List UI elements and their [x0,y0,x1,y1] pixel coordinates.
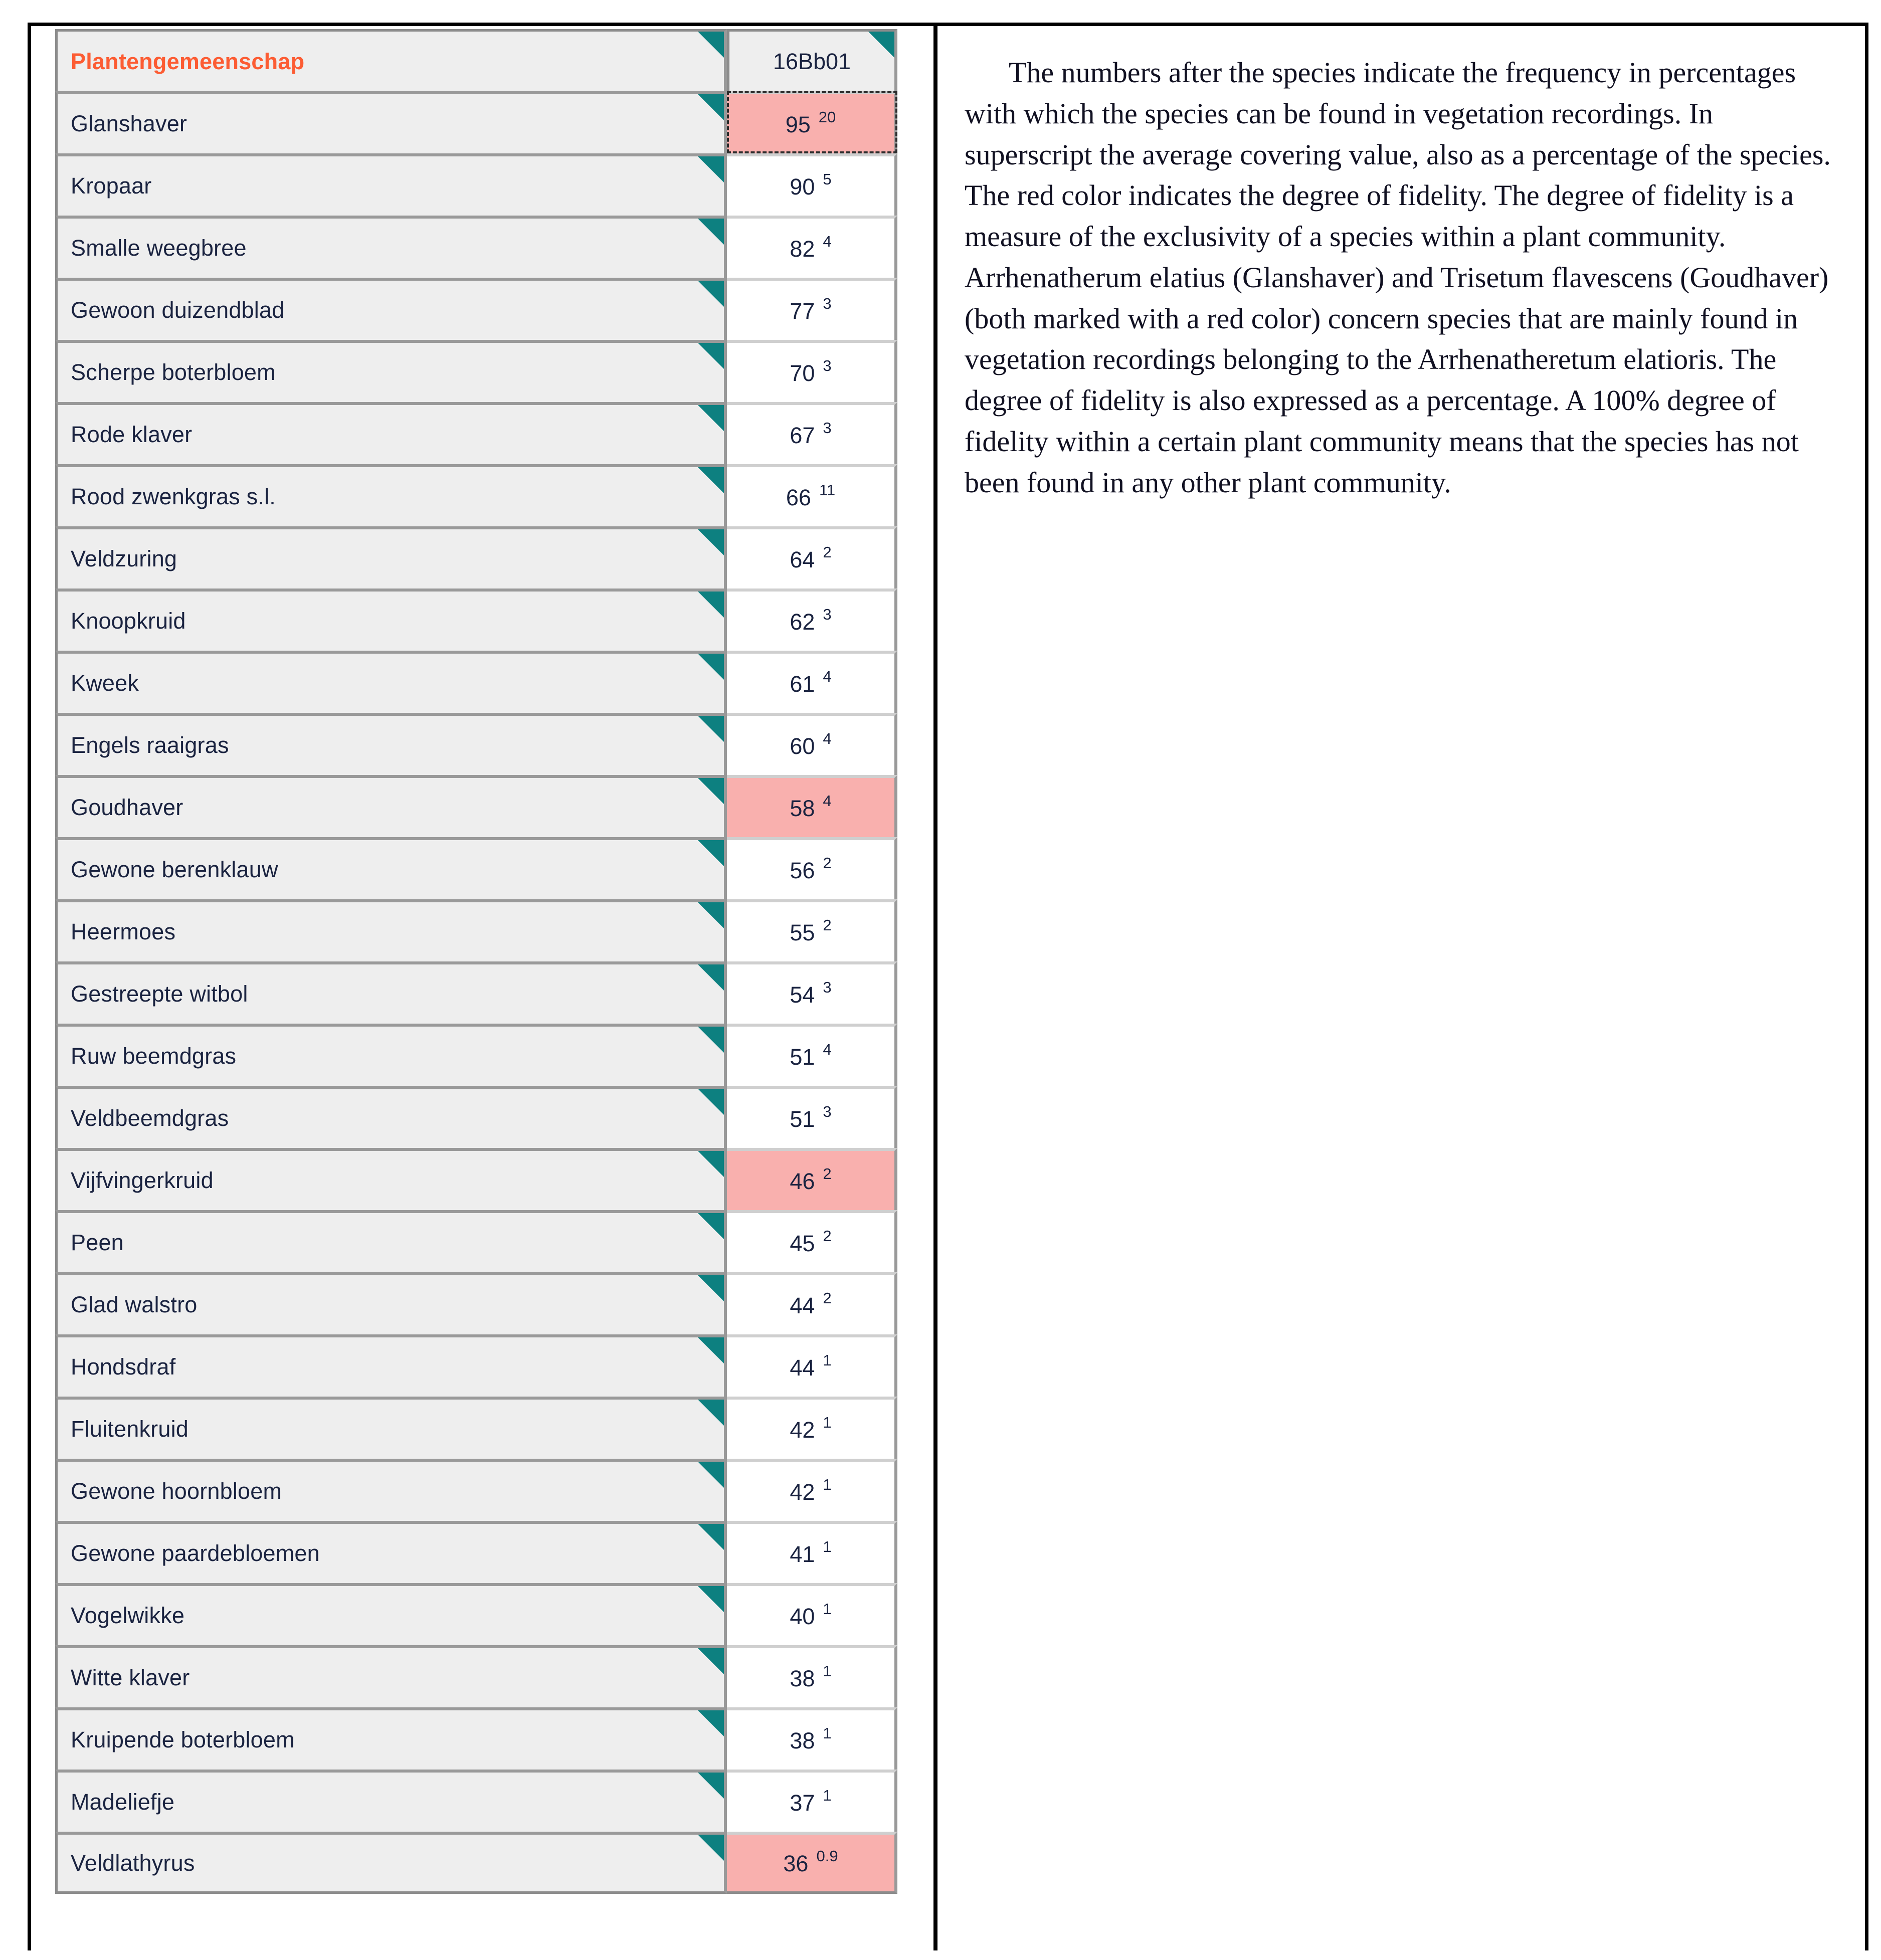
cover-value-superscript: 1 [823,1662,832,1680]
frequency-value: 56 [790,857,815,883]
table-row[interactable] [55,775,897,837]
cover-value-superscript: 3 [823,419,832,437]
frequency-cell[interactable] [727,1397,897,1459]
frequency-value: 60 [790,733,815,759]
corner-marker-icon [698,405,724,431]
cover-value-superscript: 1 [823,1351,832,1369]
frequency-value-group [790,856,831,884]
table-row[interactable] [55,464,897,526]
cover-value-superscript: 4 [823,667,832,685]
table-row[interactable] [55,1024,897,1086]
frequency-value: 95 [785,111,811,137]
species-name-cell[interactable]: Gewone berenklauw [55,837,727,899]
frequency-cell[interactable] [727,1583,897,1645]
table-row[interactable] [55,651,897,713]
corner-marker-icon [698,1337,724,1363]
panel-divider [933,26,937,1950]
frequency-value-group [786,110,836,138]
corner-marker-icon [698,94,724,120]
species-name-cell[interactable]: Ruw beemdgras [55,1024,727,1086]
frequency-value: 44 [790,1354,815,1381]
table-row[interactable] [55,153,897,216]
cover-value-superscript: 1 [823,1475,832,1493]
frequency-value-group [790,1475,832,1505]
frequency-cell[interactable] [727,1210,897,1272]
species-name-cell[interactable]: Witte klaver [55,1645,727,1707]
cover-value-superscript: 4 [823,729,832,747]
frequency-value-group [790,545,831,573]
cover-value-superscript: 0.9 [816,1847,838,1865]
frequency-value-group [786,483,835,511]
species-name-cell[interactable]: Veldlathyrus [55,1832,727,1894]
cover-value-superscript: 2 [823,543,832,561]
explanation-panel [937,26,1865,1950]
table-row[interactable] [55,961,897,1024]
table-row[interactable] [55,402,897,464]
table-row[interactable] [55,526,897,589]
cover-value-superscript: 4 [823,1040,832,1058]
table-row[interactable] [55,1272,897,1334]
corner-marker-icon [698,1027,724,1053]
table-row[interactable] [55,899,897,961]
corner-marker-icon [698,1586,724,1612]
corner-marker-icon [698,467,724,493]
species-name-cell[interactable]: Vijfvingerkruid [55,1148,727,1210]
cover-value-superscript: 3 [823,605,832,623]
corner-marker-icon [698,964,724,991]
cover-value-superscript: 2 [823,916,832,934]
table-row[interactable] [55,216,897,278]
frequency-value-group [790,1291,831,1319]
table-row[interactable] [55,1770,897,1832]
corner-marker-icon [698,1773,724,1799]
frequency-cell[interactable] [727,1645,897,1707]
frequency-cell[interactable] [727,713,897,775]
species-name-cell[interactable]: Glad walstro [55,1272,727,1334]
frequency-value-group [790,172,831,200]
species-name-cell[interactable]: Peen [55,1210,727,1272]
outer-frame [28,23,1868,1950]
cover-value-superscript: 2 [823,854,832,872]
cover-value-superscript: 1 [823,1413,832,1431]
table-row[interactable] [55,1521,897,1583]
table-header-row [55,29,897,91]
frequency-cell[interactable] [727,216,897,278]
corner-marker-icon [698,1275,724,1301]
table-row[interactable] [55,1832,897,1894]
corner-marker-icon [868,32,894,58]
frequency-cell[interactable] [727,837,897,899]
cover-value-superscript: 1 [823,1724,832,1742]
frequency-value-group [790,1537,832,1567]
frequency-value-group [790,729,832,759]
frequency-value-group [790,294,832,324]
frequency-cell[interactable] [727,153,897,216]
table-row[interactable] [55,1086,897,1148]
species-name-cell[interactable]: Kropaar [55,153,727,216]
corner-marker-icon [698,1462,724,1488]
table-row[interactable] [55,1334,897,1397]
cover-value-superscript: 2 [823,1164,832,1183]
frequency-value-group [790,1602,831,1630]
cover-value-superscript: 20 [818,108,836,126]
frequency-cell[interactable] [727,1086,897,1148]
frequency-value: 54 [790,982,815,1008]
frequency-value-group [790,356,832,386]
frequency-value: 90 [790,173,815,200]
frequency-value: 44 [790,1292,815,1318]
frequency-cell[interactable] [727,1272,897,1334]
frequency-value-group [790,794,831,822]
frequency-cell[interactable] [727,651,897,713]
corner-marker-icon [698,219,724,245]
frequency-value: 45 [790,1230,815,1256]
frequency-value-group [790,421,831,449]
species-name-cell[interactable]: Heermoes [55,899,727,961]
corner-marker-icon [698,716,724,742]
frequency-value-group [790,1786,832,1816]
frequency-cell[interactable] [727,589,897,651]
frequency-cell[interactable] [727,402,897,464]
frequency-value: 55 [790,919,815,945]
table-row[interactable] [55,340,897,402]
frequency-cell[interactable] [727,526,897,589]
species-name-cell[interactable]: Madeliefje [55,1770,727,1832]
frequency-cell-selected[interactable] [727,91,897,153]
species-name-cell[interactable]: Kweek [55,651,727,713]
corner-marker-icon [698,778,724,804]
frequency-value: 46 [790,1168,815,1194]
cover-value-superscript: 2 [823,1289,832,1307]
frequency-value: 36 [783,1851,809,1876]
frequency-value: 51 [790,1106,815,1132]
cover-value-superscript: 3 [823,356,832,374]
corner-marker-icon [698,156,724,182]
species-name-cell[interactable]: Veldzuring [55,526,727,589]
table-row[interactable] [55,91,897,153]
species-name-cell[interactable]: Glanshaver [55,91,727,153]
table-row[interactable] [55,589,897,651]
cover-value-superscript: 11 [819,481,836,499]
frequency-value-group [790,667,832,697]
corner-marker-icon [698,1400,724,1426]
species-name-cell[interactable]: Rood zwenkgras s.l. [55,464,727,526]
species-name-cell[interactable]: Knoopkruid [55,589,727,651]
frequency-cell[interactable] [727,775,897,837]
frequency-value: 82 [790,236,815,262]
frequency-value-group [790,1164,832,1195]
frequency-value: 67 [790,422,815,448]
corner-marker-icon [698,1213,724,1239]
frequency-value-group [790,1040,832,1070]
table-row[interactable] [55,1645,897,1707]
corner-marker-icon [698,32,724,58]
frequency-value: 61 [790,671,815,697]
table-row[interactable] [55,1397,897,1459]
cover-value-superscript: 4 [823,792,832,810]
species-name-cell[interactable]: Gewoon duizendblad [55,278,727,340]
species-name-cell[interactable]: Gestreepte witbol [55,961,727,1024]
species-name-cell[interactable]: Veldbeemdgras [55,1086,727,1148]
frequency-value: 38 [790,1665,815,1691]
cover-value-superscript: 5 [823,170,832,188]
table-body [55,29,897,1894]
frequency-cell[interactable] [727,1521,897,1583]
frequency-value: 37 [790,1790,815,1816]
frequency-cell[interactable] [727,899,897,961]
corner-marker-icon [698,654,724,680]
cover-value-superscript: 3 [823,1102,832,1120]
frequency-cell[interactable] [727,961,897,1024]
species-name-cell[interactable]: Engels raaigras [55,713,727,775]
frequency-value-group [790,1229,831,1257]
corner-marker-icon [698,840,724,866]
frequency-value: 38 [790,1727,815,1753]
frequency-value-group [790,232,832,262]
frequency-cell[interactable] [727,1024,897,1086]
cover-value-superscript: 2 [823,1227,832,1245]
frequency-cell[interactable] [727,278,897,340]
frequency-value: 42 [790,1479,815,1505]
cover-value-superscript: 3 [823,294,832,312]
frequency-value: 66 [786,484,811,510]
frequency-value-group [790,978,832,1008]
corner-marker-icon [698,529,724,555]
frequency-value-group [790,1353,831,1381]
table-row[interactable] [55,1583,897,1645]
species-name-cell[interactable]: Rode klaver [55,402,727,464]
table-row[interactable] [55,1459,897,1521]
table-row[interactable] [55,837,897,899]
frequency-value-group [790,1664,831,1692]
species-name-cell[interactable]: Gewone paardebloemen [55,1521,727,1583]
frequency-value: 51 [790,1044,815,1070]
table-row[interactable] [55,1707,897,1770]
table-row[interactable] [55,278,897,340]
cover-value-superscript: 1 [823,1786,832,1804]
corner-marker-icon [698,1151,724,1177]
table-row[interactable] [55,1148,897,1210]
cover-value-superscript: 3 [823,978,832,996]
frequency-value: 62 [790,609,815,635]
species-name-cell[interactable]: Scherpe boterbloem [55,340,727,402]
species-name-cell[interactable]: Hondsdraf [55,1334,727,1397]
species-name-cell[interactable]: Kruipende boterbloem [55,1707,727,1770]
cover-value-superscript: 1 [823,1537,832,1555]
table-row[interactable] [55,1210,897,1272]
species-name-cell[interactable]: Smalle weegbree [55,216,727,278]
cover-value-superscript: 4 [823,232,832,250]
frequency-cell[interactable] [727,340,897,402]
frequency-cell[interactable] [727,1770,897,1832]
species-name-cell[interactable]: Vogelwikke [55,1583,727,1645]
species-name-cell[interactable]: Fluitenkruid [55,1397,727,1459]
frequency-cell[interactable] [727,1832,897,1894]
frequency-value: 77 [790,298,815,324]
corner-marker-icon [698,343,724,369]
frequency-cell[interactable] [727,464,897,526]
corner-marker-icon [698,1089,724,1115]
column-header-community-code[interactable] [727,29,897,91]
frequency-cell[interactable] [727,1707,897,1770]
plant-community-table [55,29,897,1894]
corner-marker-icon [698,1648,724,1674]
frequency-value-group [790,1413,832,1443]
table-row[interactable] [55,713,897,775]
frequency-value: 41 [790,1541,815,1567]
plant-community-table-panel [31,26,933,1950]
community-code-label: 16Bb01 [773,48,851,74]
frequency-value-group [790,605,832,635]
frequency-cell[interactable] [727,1148,897,1210]
column-header-plantengemeenschap[interactable]: Plantengemeenschap [55,29,727,91]
frequency-value: 64 [790,546,815,572]
frequency-value: 58 [790,795,815,821]
corner-marker-icon [698,1835,724,1861]
frequency-value: 42 [790,1417,815,1443]
corner-marker-icon [698,1710,724,1736]
frequency-value: 70 [790,360,815,386]
corner-marker-icon [698,1524,724,1550]
explanation-paragraph: The numbers after the species indicate the frequency in percentages with which the species can be found in vegetation recordings. In superscript the average covering value, also as a percentage of the species. The red color indicates the degree of fidelity. The degree of fidelity is a measure of the exclusivity of a species within a plant community. Arrhenatherum elatius (Glanshaver) and Trisetum flavescens (Goudhaver) (both marked with a red color) concern species that are mainly found in vegetation recordings belonging to the Arrhenatheretum elatioris. The degree of fidelity is also expressed as a percentage. A 100% degree of fidelity within a certain plant community means that the species has not been found in any other plant community. [965,56,1831,499]
frequency-value: 40 [790,1603,815,1629]
cover-value-superscript: 1 [823,1600,832,1618]
frequency-value-group [790,1102,832,1132]
species-name-cell[interactable]: Goudhaver [55,775,727,837]
frequency-cell[interactable] [727,1459,897,1521]
frequency-value-group [783,1849,838,1877]
corner-marker-icon [698,592,724,618]
corner-marker-icon [698,281,724,307]
frequency-value-group [790,918,831,946]
corner-marker-icon [698,902,724,928]
frequency-value-group [790,1726,831,1754]
species-name-cell[interactable]: Gewone hoornbloem [55,1459,727,1521]
frequency-cell[interactable] [727,1334,897,1397]
